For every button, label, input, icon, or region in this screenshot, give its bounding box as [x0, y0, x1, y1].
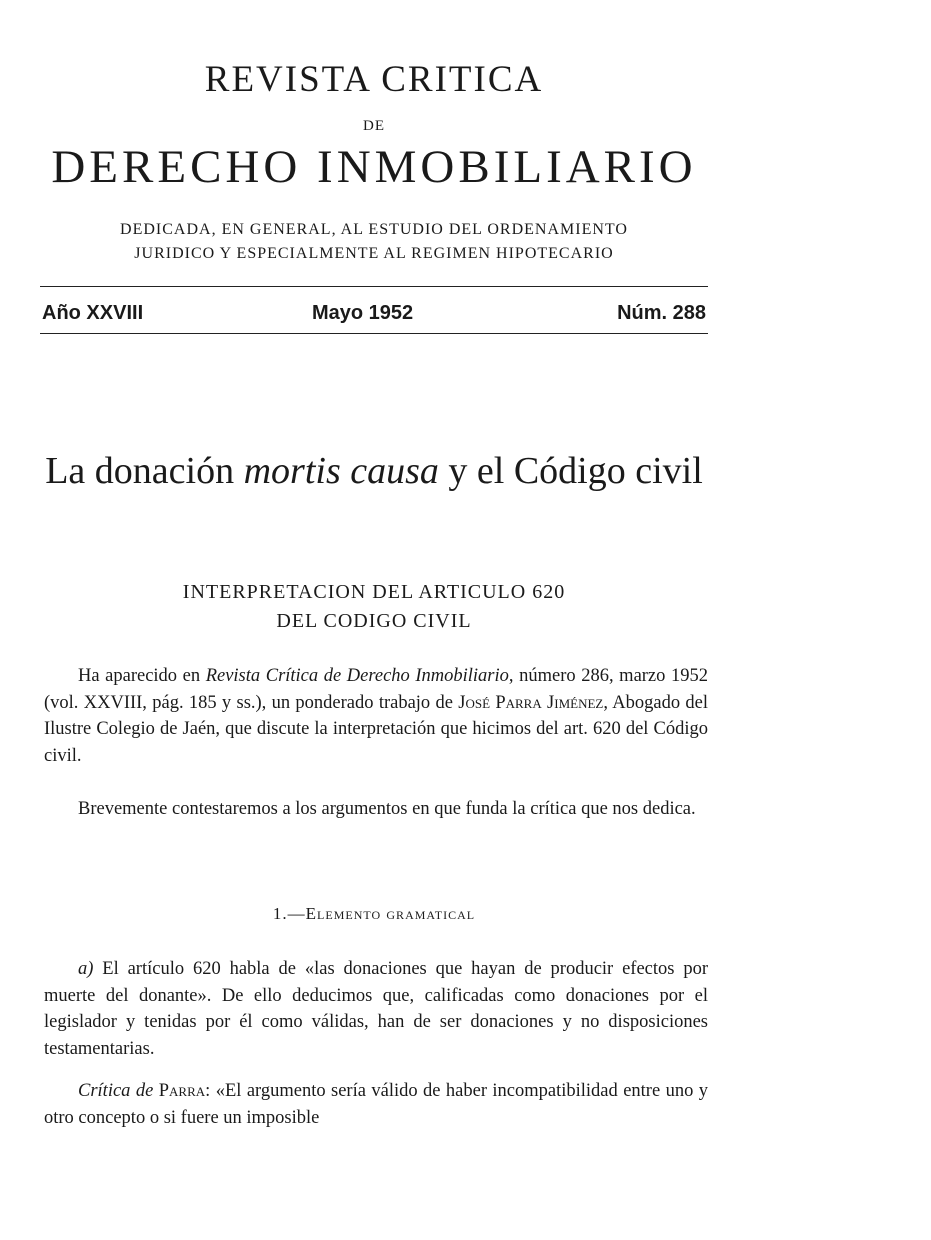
journal-subtitle-line1: DEDICADA, EN GENERAL, AL ESTUDIO DEL ORDENAMIENTO — [120, 221, 628, 238]
journal-title-line2: DERECHO INMOBILIARIO — [51, 141, 697, 193]
paragraph-4-name: Parra — [158, 1081, 206, 1101]
article-subtitle-line2: DEL CODIGO CIVIL — [276, 610, 472, 632]
paragraph-1-a: Ha aparecido en — [78, 666, 206, 686]
issue-info-bar — [40, 302, 708, 332]
divider-top — [40, 286, 708, 287]
section-heading: 1.—Elemento gramatical — [272, 904, 476, 923]
journal-subtitle-line2: JURIDICO Y ESPECIALMENTE AL REGIMEN HIPOTECARIO — [134, 245, 614, 262]
article-title-italic: mortis causa — [243, 450, 439, 492]
divider-bottom — [40, 333, 708, 334]
paragraph-1-author: José Parra Jiménez — [458, 692, 604, 713]
article-title — [40, 448, 708, 494]
article-title-part2: y el Código civil — [438, 450, 703, 492]
paragraph-4 — [44, 1078, 708, 1131]
paragraph-1-journal: Revista Crítica de Derecho Inmobiliario — [205, 666, 509, 686]
paragraph-3-text: El artículo 620 habla de «las donaciones que hayan de producir efectos por muerte del donante». De ello deducimos que, calificadas como donaciones por el legislador y tenidas por él como válidas, han de ser donaciones y no disposiciones testamentarias. — [44, 959, 708, 1059]
paragraph-1-c: , Abogado del Ilustre Colegio de Jaén, que discute la interpretación que hicimos del art. 620 del Código civil. — [44, 692, 709, 766]
paragraph-2-text: Brevemente contestaremos a los argumentos en que funda la crítica que nos dedica. — [78, 799, 696, 819]
journal-title-line1: REVISTA CRITICA — [204, 59, 544, 100]
article-subtitle-line1: INTERPRETACION DEL ARTICULO 620 — [182, 581, 566, 603]
paragraph-2 — [44, 796, 708, 823]
issue-year: Año XXVIII — [42, 302, 144, 324]
paragraph-3 — [44, 956, 708, 1062]
paragraph-1-b: , número 286, marzo 1952 (vol. XXVIII, pág. 185 y ss.), un ponderado trabajo de — [44, 666, 708, 713]
journal-subtitle — [40, 218, 708, 266]
paragraph-4-text: : «El argumento sería válido de haber incompatibilidad entre uno y otro concepto o si fuere un imposible — [44, 1081, 709, 1128]
issue-date: Mayo 1952 — [312, 302, 414, 324]
paragraph-3-letter: a) — [78, 959, 94, 979]
page-content — [40, 0, 708, 1240]
journal-title-de: DE — [363, 118, 385, 134]
article-title-part1: La donación — [45, 450, 244, 492]
paragraph-1 — [44, 663, 708, 769]
paragraph-4-italic: Crítica de — [78, 1081, 159, 1101]
issue-number: Núm. 288 — [617, 302, 706, 324]
article-subtitle — [40, 578, 708, 636]
